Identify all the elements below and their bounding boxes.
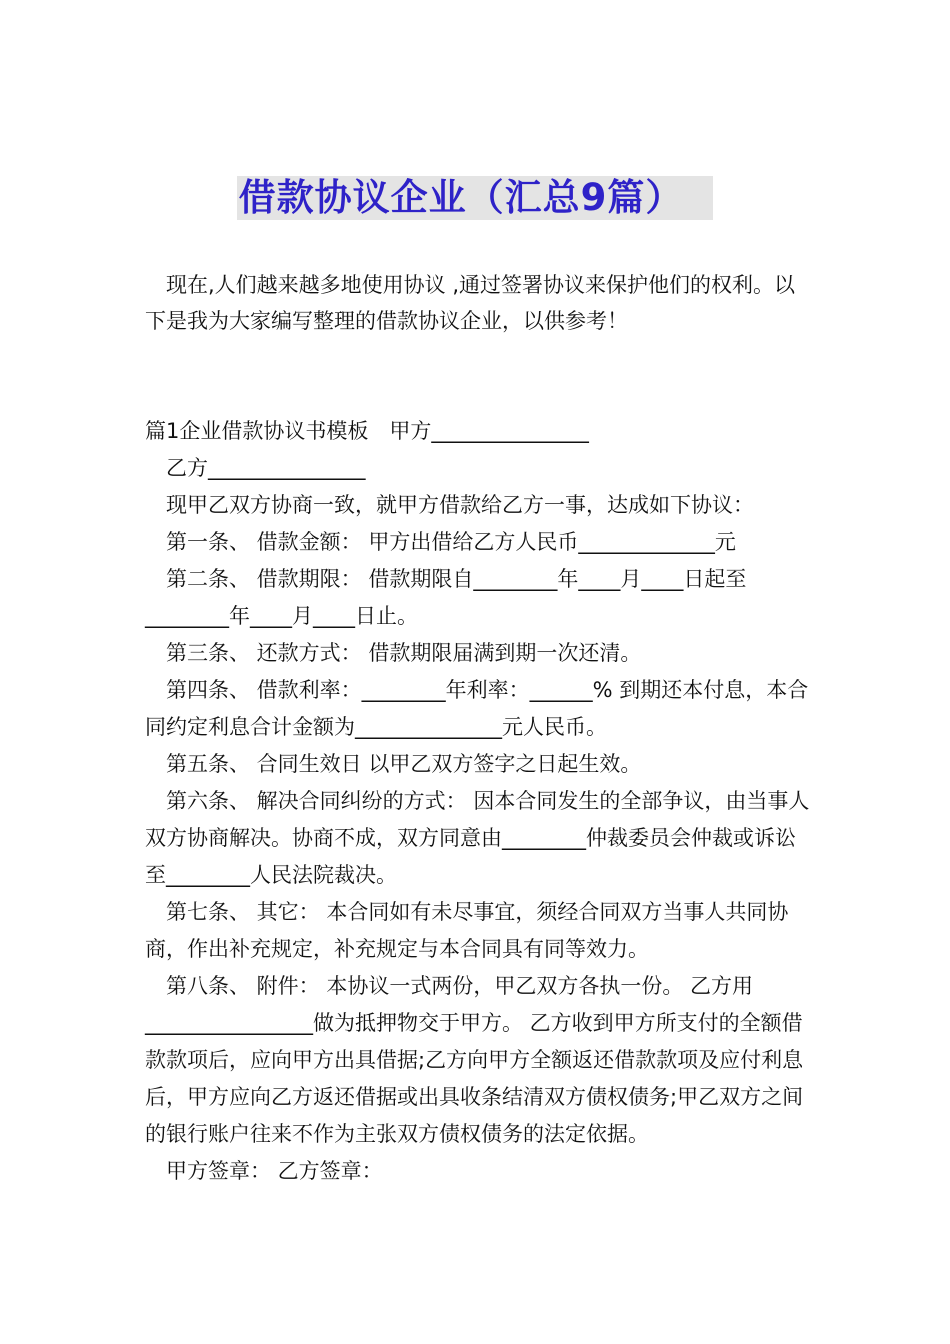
- article-7: 第七条、 其它： 本合同如有未尽事宜，须经合同双方当事人共同协商，作出补充规定，补充规定与本合同具有同等效力。: [145, 900, 789, 961]
- agreement-preamble: 现甲乙双方协商一致，就甲方借款给乙方一事，达成如下协议：: [166, 493, 754, 517]
- section-heading: 篇1企业借款协议书模板 甲方_______________: [145, 419, 589, 443]
- signature-line: 甲方签章： 乙方签章：: [166, 1159, 383, 1183]
- article-1: 第一条、 借款金额： 甲方出借给乙方人民币_____________元: [166, 530, 736, 554]
- contract-body: [145, 413, 815, 1190]
- intro-paragraph: 现在,人们越来越多地使用协议 ,通过签署协议来保护他们的权利。以下是我为大家编写整理的借款协议企业，以供参考！: [145, 273, 796, 333]
- title-container: [0, 176, 950, 220]
- article-6: 第六条、 解决合同纠纷的方式： 因本合同发生的全部争议，由当事人双方协商解决。协商不成，双方同意由________仲裁委员会仲裁或诉讼至________人民法院裁决。: [145, 789, 810, 887]
- party-b-line: 乙方_______________: [166, 456, 366, 480]
- article-4: 第四条、 借款利率：________年利率：______% 到期还本付息，本合同约定利息合计金额为______________元人民币。: [145, 678, 809, 739]
- article-8: 第八条、 附件： 本协议一式两份，甲乙双方各执一份。 乙方用________________做为抵押物交于甲方。 乙方收到甲方所支付的全额借款款项后，应向甲方出具借据;乙方向甲方全额返还借款款项及应付利息后，甲方应向乙方返还借据或出具收条结清双方债权债务;甲乙双方之间的银行账户往来不作为主张双方债权债务的法定依据。: [145, 974, 804, 1146]
- article-3: 第三条、 还款方式： 借款期限届满到期一次还清。: [166, 641, 642, 665]
- article-5: 第五条、 合同生效日 以甲乙双方签字之日起生效。: [166, 752, 642, 776]
- article-2: 第二条、 借款期限： 借款期限自________年____月____日起至________年____月____日止。: [145, 567, 747, 628]
- document-title: 借款协议企业（汇总9篇）: [237, 176, 714, 220]
